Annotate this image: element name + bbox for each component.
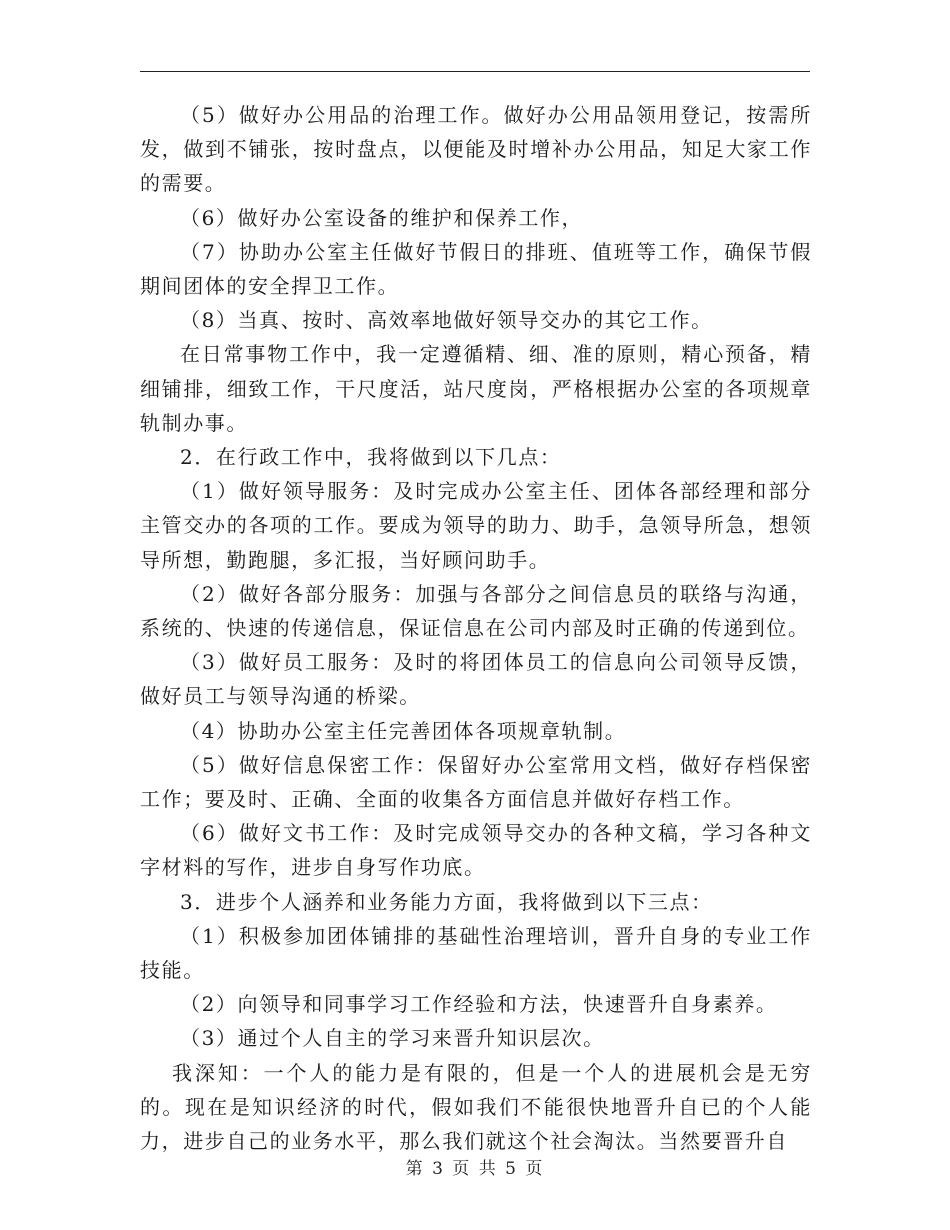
paragraph: （3）做好员工服务：及时的将团体员工的信息向公司领导反馈，做好员工与领导沟通的桥梁。 (140, 650, 812, 709)
section-heading: 2．在行政工作中，我将做到以下几点： (180, 445, 562, 470)
paragraph: （2）做好各部分服务：加强与各部分之间信息员的联络与沟通，系统的、快速的传递信息，保证信息在公司内部及时正确的传递到位。 (140, 581, 812, 641)
header-rule (140, 71, 810, 72)
document-body (140, 98, 812, 1158)
paragraph: （1）做好领导服务：及时完成办公室主任、团体各部经理和部分主管交办的各项的工作。要成为领导的助力、助手，急领导所急，想领导所想，勤跑腿，多汇报，当好顾问助手。 (140, 479, 812, 572)
section-heading: 3．进步个人涵养和业务能力方面，我将做到以下三点： (180, 889, 713, 914)
paragraph: （4）协助办公室主任完善团体各项规章轨制。 (180, 718, 627, 743)
paragraph: （6）做好文书工作：及时完成领导交办的各种文稿，学习各种文字材料的写作，进步自身写作功底。 (140, 821, 812, 880)
page-footer: 第 3 页 共 5 页 (405, 1159, 545, 1179)
paragraph: （2）向领导和同事学习工作经验和方法，快速晋升自身素养。 (180, 992, 778, 1017)
paragraph: （1）积极参加团体铺排的基础性治理培训，晋升自身的专业工作技能。 (140, 923, 812, 983)
paragraph: （5）做好信息保密工作：保留好办公室常用文档，做好存档保密工作；要及时、正确、全面的收集各方面信息并做好存档工作。 (140, 752, 812, 812)
paragraph: （8）当真、按时、高效率地做好领导交办的其它工作。 (180, 308, 713, 333)
paragraph: （3）通过个人自主的学习来晋升知识层次。 (180, 1026, 605, 1051)
paragraph: （7）协助办公室主任做好节假日的排班、值班等工作，确保节假期间团体的安全捍卫工作。 (140, 239, 812, 299)
paragraph: 我深知：一个人的能力是有限的，但是一个人的进展机会是无穷的。现在是知识经济的时代，假如我们不能很快地晋升自已的个人能力，进步自己的业务水平，那么我们就这个社会淘汰。当然要晋升自 (140, 1060, 812, 1154)
paragraph: （6）做好办公室设备的维护和保养工作， (180, 205, 584, 230)
paragraph: （5）做好办公用品的治理工作。做好办公用品领用登记，按需所发，做到不铺张，按时盘点，以便能及时增补办公用品，知足大家工作的需要。 (140, 103, 812, 196)
paragraph: 在日常事物工作中，我一定遵循精、细、准的原则，精心预备，精细铺排，细致工作，干尺度活，站尺度岗，严格根据办公室的各项规章轨制办事。 (140, 342, 812, 435)
